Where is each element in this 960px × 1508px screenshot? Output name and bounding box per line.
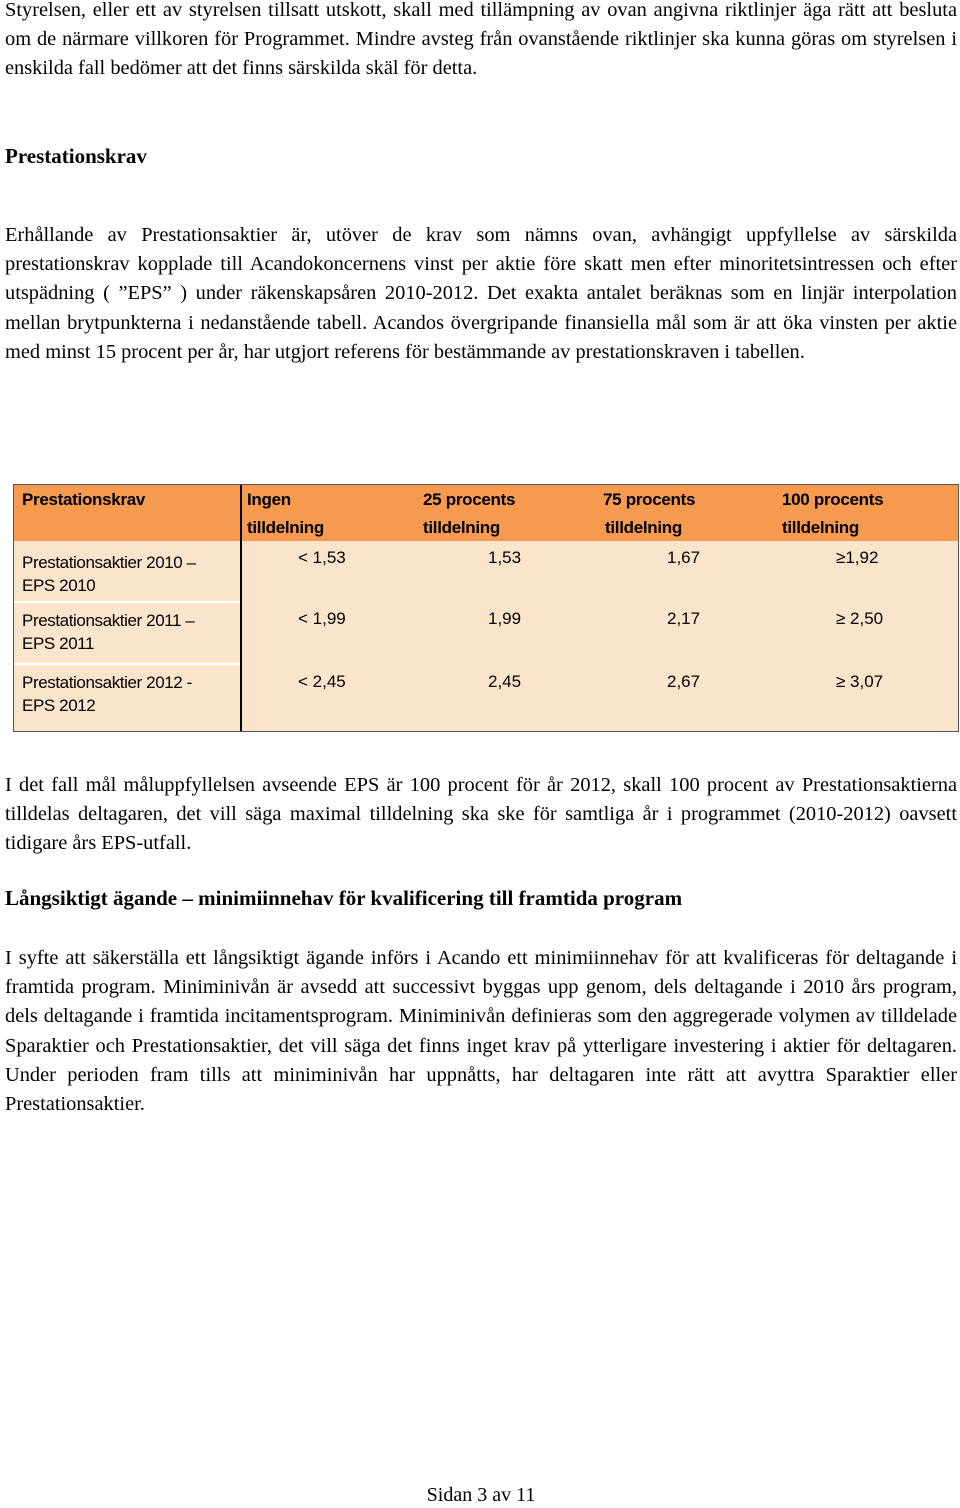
after-table-paragraph: I det fall mål måluppfyllelsen avseende EPS är 100 procent för år 2012, skall 100 procent av Prestationsaktierna tilldelas deltagaren, det vill säga maximal tilldelning ska ske för samtliga år i programmet (2010-2012) oavsett tidigare års EPS-utfall. — [5, 774, 957, 855]
header-prestationskrav: Prestationskrav — [22, 490, 146, 509]
cell-2011-75: 2,17 — [667, 609, 701, 628]
row-label-2011-line1: Prestationsaktier 2011 – — [22, 611, 195, 630]
prestationskrav-paragraph: Erhållande av Prestationsaktier är, utöver de krav som nämns ovan, avhängigt uppfyllelse av särskilda prestationskrav kopplade till Acandokoncernens vinst per aktie före skatt men efter minoritetsintressen och efter utspädning ( ”EPS” ) under räkenskapsåren 2010-2012. Det exakta antalet beräknas som en linjär interpolation mellan brytpunkterna i nedanstående tabell. Acandos övergripande finansiella mål som är att öka vinsten per aktie med minst 15 procent per år, har utgjort referens för bestämmande av prestationskraven i tabellen. — [5, 224, 957, 363]
header-25-line1: 25 procents — [423, 490, 516, 509]
table-column-divider — [240, 485, 242, 731]
cell-2010-ingen: < 1,53 — [298, 548, 346, 567]
langsiktigt-paragraph: I syfte att säkerställa ett långsiktigt ägande införs i Acando ett minimiinnehav för att kvalificeras för deltagande i framtida program. Miniminivån är avsedd att successivt byggas upp genom, dels deltagande i 2010 års program, dels deltagande i framtida incitamentsprogram. Miniminivån definieras som den aggregerade volymen av tilldelade Sparaktier och Prestationsaktier, det vill säga det finns inget krav på ytterligare investering i aktier för deltagaren. Under perioden fram tills att miniminivån har uppnåtts, har deltagaren inte rätt att avyttra Sparaktier eller Prestationsaktier. — [5, 947, 957, 1116]
section-heading-langsiktigt: Långsiktigt ägande – minimiinnehav för kvalificering till framtida program — [5, 886, 683, 910]
prestationskrav-table — [13, 484, 959, 732]
page-number-footer: Sidan 3 av 11 — [426, 1484, 536, 1506]
header-100-line1: 100 procents — [782, 490, 884, 509]
cell-2010-75: 1,67 — [667, 548, 701, 567]
cell-2012-100: ≥ 3,07 — [836, 672, 884, 691]
header-75-line2: tilldelning — [605, 518, 682, 537]
section-heading-prestationskrav: Prestationskrav — [5, 144, 147, 168]
row-label-2010-line1: Prestationsaktier 2010 – — [22, 553, 196, 572]
row-label-2011-line2: EPS 2011 — [22, 634, 95, 653]
cell-2011-25: 1,99 — [488, 609, 522, 628]
header-25-line2: tilldelning — [423, 518, 500, 537]
cell-2010-100: ≥1,92 — [836, 548, 879, 567]
header-100-line2: tilldelning — [782, 518, 859, 537]
cell-2012-75: 2,67 — [667, 672, 701, 691]
cell-2012-25: 2,45 — [488, 672, 522, 691]
table-row-divider — [14, 663, 240, 665]
cell-2011-100: ≥ 2,50 — [836, 609, 884, 628]
row-label-2012-line1: Prestationsaktier 2012 - — [22, 673, 192, 692]
intro-paragraph: Styrelsen, eller ett av styrelsen tillsatt utskott, skall med tillämpning av ovan angivna riktlinjer äga rätt att besluta om de närmare villkoren för Programmet. Mindre avsteg från ovanstående riktlinjer ska kunna göras om styrelsen i enskilda fall bedömer att det finns särskilda skäl för detta. — [5, 0, 957, 80]
row-label-2012-line2: EPS 2012 — [22, 696, 96, 715]
table-row-divider — [14, 601, 240, 603]
cell-2012-ingen: < 2,45 — [298, 672, 346, 691]
cell-2010-25: 1,53 — [488, 548, 522, 567]
cell-2011-ingen: < 1,99 — [298, 609, 346, 628]
header-ingen-line1: Ingen — [247, 490, 291, 509]
row-label-2010-line2: EPS 2010 — [22, 576, 96, 595]
header-75-line1: 75 procents — [603, 490, 696, 509]
header-ingen-line2: tilldelning — [247, 518, 324, 537]
